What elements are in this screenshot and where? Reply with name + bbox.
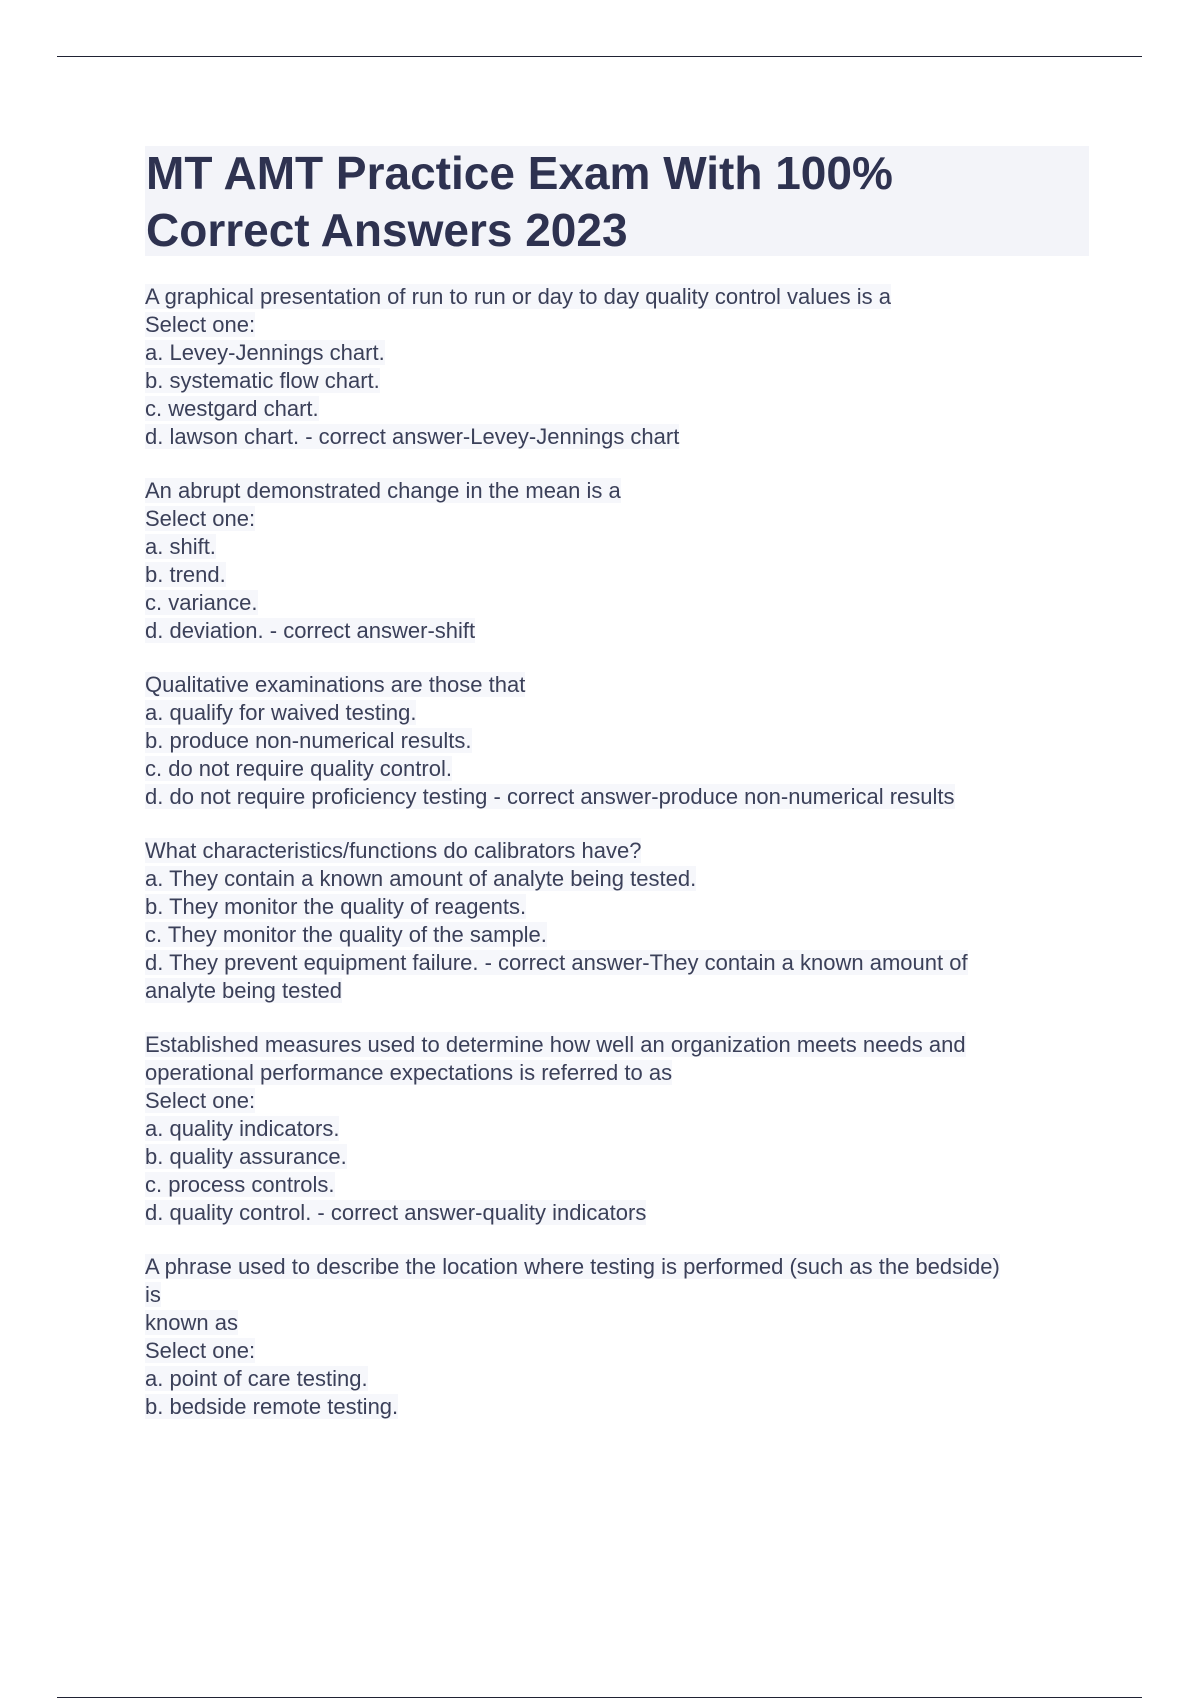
line-text: operational performance expectations is referred to as [145,1060,673,1085]
line-text: a. point of care testing. [145,1366,368,1391]
answer-line [145,949,1095,977]
question-text [145,477,1095,505]
line-text: c. process controls. [145,1172,335,1197]
answer-line [145,783,1095,811]
question-block [145,1031,1095,1227]
line-text: a. Levey-Jennings chart. [145,340,385,365]
answer-line [145,1393,1095,1421]
question-text [145,1031,1095,1059]
line-text: Select one: [145,1088,256,1113]
question-block [145,837,1095,1005]
answer-line [145,1199,1095,1227]
answer-line [145,977,1095,1005]
answer-line [145,395,1095,423]
answer-line [145,1309,1095,1337]
line-text: d. quality control. - correct answer-quality indicators [145,1200,647,1225]
line-text: Qualitative examinations are those that [145,672,526,697]
line-text: a. shift. [145,534,216,559]
line-text: c. do not require quality control. [145,756,452,781]
question-text [145,837,1095,865]
answer-line [145,865,1095,893]
answer-line [145,1115,1095,1143]
line-text: d. deviation. - correct answer-shift [145,618,476,643]
answer-line [145,423,1095,451]
line-text: b. They monitor the quality of reagents. [145,894,527,919]
line-text: d. do not require proficiency testing - correct answer-produce non-numerical results [145,784,955,809]
line-text: A phrase used to describe the location where testing is performed (such as the bedside) [145,1254,1000,1279]
answer-line [145,589,1095,617]
line-text: c. westgard chart. [145,396,319,421]
line-text: analyte being tested [145,978,342,1003]
line-text: d. They prevent equipment failure. - correct answer-They contain a known amount of [145,950,968,975]
answer-line [145,561,1095,589]
line-text: b. produce non-numerical results. [145,728,472,753]
top-rule [57,56,1142,57]
line-text: b. trend. [145,562,226,587]
line-text: A graphical presentation of run to run or day to day quality control values is a [145,284,891,309]
question-text [145,1253,1095,1281]
answer-line [145,1365,1095,1393]
answer-line [145,1059,1095,1087]
line-text: b. bedside remote testing. [145,1394,399,1419]
question-block [145,1253,1095,1421]
line-text: c. They monitor the quality of the sample. [145,922,547,947]
line-text: a. They contain a known amount of analyte being tested. [145,866,697,891]
answer-line [145,921,1095,949]
line-text: c. variance. [145,590,258,615]
answer-line [145,339,1095,367]
answer-line [145,699,1095,727]
question-text [145,671,1095,699]
line-text: What characteristics/functions do calibrators have? [145,838,642,863]
line-text: Established measures used to determine how well an organization meets needs and [145,1032,966,1057]
line-text: Select one: [145,506,256,531]
question-block [145,283,1095,451]
document-title: MT AMT Practice Exam With 100% Correct Answers 2023 [146,147,893,256]
line-text: is [145,1282,161,1307]
answer-line [145,505,1095,533]
answer-line [145,727,1095,755]
line-text: a. qualify for waived testing. [145,700,417,725]
line-text: Select one: [145,312,256,337]
answer-line [145,533,1095,561]
question-block [145,477,1095,645]
question-text [145,283,1095,311]
answer-line [145,1087,1095,1115]
line-text: known as [145,1310,238,1335]
question-block [145,671,1095,811]
question-list [145,283,1095,1447]
answer-line [145,1281,1095,1309]
answer-line [145,1337,1095,1365]
line-text: a. quality indicators. [145,1116,340,1141]
line-text: b. quality assurance. [145,1144,347,1169]
line-text: An abrupt demonstrated change in the mean is a [145,478,621,503]
answer-line [145,755,1095,783]
answer-line [145,1171,1095,1199]
bottom-rule [57,1697,1142,1698]
answer-line [145,893,1095,921]
line-text: d. lawson chart. - correct answer-Levey-Jennings chart [145,424,680,449]
line-text: Select one: [145,1338,256,1363]
line-text: b. systematic flow chart. [145,368,380,393]
answer-line [145,367,1095,395]
answer-line [145,617,1095,645]
answer-line [145,311,1095,339]
answer-line [145,1143,1095,1171]
